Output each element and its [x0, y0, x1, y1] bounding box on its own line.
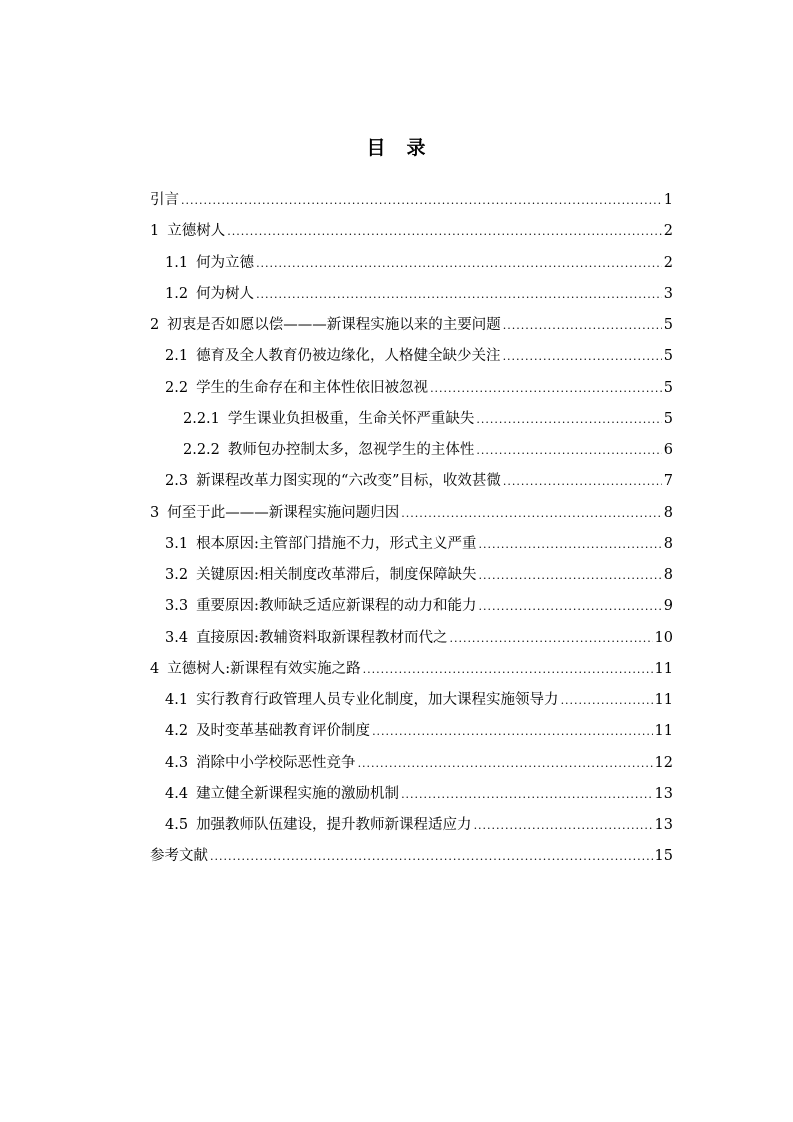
toc-entry-title	[165, 626, 447, 647]
dot-leader	[474, 819, 653, 832]
dot-leader	[358, 757, 653, 770]
toc-entry-title	[150, 188, 179, 209]
toc-entry-title	[165, 282, 254, 303]
dot-leader	[181, 194, 662, 207]
toc-entry-text: 学生课业负担极重，生命关怀严重缺失	[227, 410, 475, 427]
toc-entry-number: 1.1	[165, 254, 189, 271]
toc-entry-text: 建立健全新课程实施的激励机制	[196, 785, 400, 802]
toc-entry-number: 4.1	[165, 692, 189, 708]
toc-entry-text: 德育及全人教育仍被边缘化，人格健全缺少关注	[196, 348, 501, 365]
toc-entry[interactable]	[150, 469, 673, 500]
toc-entry-text: 及时变革基础教育评价制度	[196, 723, 371, 740]
toc-entry[interactable]	[150, 438, 673, 469]
toc-entry-number: 3.2	[165, 567, 189, 583]
toc-entry[interactable]	[150, 344, 673, 375]
toc-entry-page: 12	[654, 754, 673, 771]
toc-entry[interactable]	[150, 219, 673, 250]
toc-entry-page: 13	[654, 817, 673, 833]
toc-entry-title	[165, 532, 476, 553]
toc-entry-number: 4.3	[165, 754, 189, 771]
dot-leader	[503, 475, 662, 488]
toc-entry[interactable]	[150, 782, 673, 813]
dot-leader	[401, 507, 662, 520]
toc-entry-text: 何为树人	[196, 285, 255, 302]
dot-leader	[478, 569, 661, 582]
toc-entry-page: 15	[654, 848, 673, 865]
toc-entry-title	[165, 251, 254, 272]
toc-entry[interactable]	[150, 657, 673, 688]
toc-entry-text: 关键原因:相关制度改革滞后，制度保障缺失	[196, 567, 477, 583]
toc-entry-number: 2.2.1	[183, 410, 220, 427]
toc-entry-text: 参考文献	[150, 848, 208, 865]
toc-entry[interactable]	[150, 376, 673, 407]
toc-entry-title	[165, 719, 370, 740]
toc-entry-page: 10	[654, 629, 673, 646]
toc-entry-title	[150, 844, 208, 865]
toc-entry-page: 2	[663, 223, 673, 240]
dot-leader	[478, 538, 661, 551]
toc-entry-title	[165, 813, 472, 834]
toc-entry-number: 3.1	[165, 535, 189, 552]
dot-leader	[256, 288, 662, 301]
toc-entry-title	[165, 688, 559, 709]
toc-entry-page: 6	[663, 442, 673, 458]
toc-entry-number: 3.3	[165, 598, 189, 615]
toc-entry-text: 立德树人:新课程有效实施之路	[167, 660, 361, 677]
toc-entry-title	[165, 751, 356, 772]
toc-entry-page: 8	[663, 535, 673, 552]
toc-entry-text: 新课程改革力图实现的“六改变”目标，收效甚微	[196, 473, 501, 490]
toc-entry-page: 11	[654, 723, 673, 740]
dot-leader	[256, 257, 662, 270]
toc-entry[interactable]	[150, 407, 673, 438]
toc-entry-title	[150, 313, 501, 334]
toc-entry[interactable]	[150, 313, 673, 344]
toc-entry[interactable]	[150, 719, 673, 750]
toc-entry-text: 重要原因:教师缺乏适应新课程的动力和能力	[196, 598, 477, 615]
dot-leader	[503, 319, 662, 332]
toc-entry-text: 何为立德	[196, 254, 255, 271]
toc-entry[interactable]	[150, 251, 673, 282]
dot-leader	[561, 694, 653, 707]
toc-entry-title	[165, 344, 501, 365]
toc-entry[interactable]	[150, 688, 673, 719]
toc-entry-number: 4.5	[165, 817, 189, 833]
toc-entry-title	[165, 376, 428, 397]
toc-entry-text: 加强教师队伍建设，提升教师新课程适应力	[196, 817, 472, 833]
toc-entry-number: 2.1	[165, 348, 189, 365]
toc-entry-number: 2.3	[165, 473, 189, 490]
toc-entry-page: 8	[663, 567, 673, 583]
toc-entry-number: 3	[150, 504, 160, 521]
toc-entry-title	[165, 469, 501, 490]
dot-leader	[210, 850, 653, 863]
dot-leader	[449, 632, 652, 645]
toc-entry-page: 5	[663, 348, 673, 365]
dot-leader	[363, 663, 653, 676]
toc-entry[interactable]	[150, 813, 673, 844]
toc-entry-number: 4.2	[165, 723, 189, 740]
table-of-contents	[150, 188, 673, 876]
toc-entry-text: 何至于此———新课程实施问题归因	[167, 504, 400, 521]
toc-entry-number: 1.2	[165, 285, 189, 302]
toc-entry-page: 7	[663, 473, 673, 490]
toc-entry[interactable]	[150, 282, 673, 313]
dot-leader	[227, 225, 662, 238]
toc-entry-number: 2	[150, 317, 160, 333]
toc-entry[interactable]	[150, 751, 673, 782]
toc-entry-title	[165, 782, 399, 803]
toc-entry-page: 9	[663, 598, 673, 615]
toc-entry-title	[150, 657, 361, 678]
dot-leader	[503, 350, 662, 363]
toc-entry-title	[165, 563, 476, 584]
toc-entry-number: 1	[150, 223, 160, 240]
toc-entry-page: 3	[663, 285, 673, 302]
toc-entry-title	[183, 407, 474, 428]
toc-entry[interactable]	[150, 563, 673, 594]
page-title: 目 录	[366, 137, 427, 159]
toc-entry[interactable]	[150, 844, 673, 875]
dot-leader	[401, 788, 652, 801]
dot-leader	[476, 413, 661, 426]
toc-entry-page: 13	[654, 785, 673, 802]
toc-entry[interactable]	[150, 188, 673, 219]
toc-entry[interactable]	[150, 626, 673, 657]
toc-entry-page: 11	[654, 692, 673, 708]
toc-entry-number: 2.2.2	[183, 442, 220, 458]
toc-entry-title	[165, 594, 476, 615]
toc-entry-page: 11	[654, 660, 673, 677]
dot-leader	[476, 444, 661, 457]
toc-entry[interactable]	[150, 501, 673, 532]
toc-entry-number: 4.4	[165, 785, 189, 802]
toc-entry-page: 8	[663, 504, 673, 521]
toc-entry-page: 5	[663, 317, 673, 333]
toc-entry-page: 2	[663, 254, 673, 271]
toc-entry-page: 5	[663, 410, 673, 427]
toc-entry-text: 立德树人	[167, 223, 226, 240]
toc-entry-text: 实行教育行政管理人员专业化制度，加大课程实施领导力	[196, 692, 559, 708]
toc-entry-text: 学生的生命存在和主体性依旧被忽视	[196, 379, 429, 396]
toc-entry-page: 5	[663, 379, 673, 396]
toc-entry-text: 教师包办控制太多，忽视学生的主体性	[227, 442, 475, 458]
toc-entry-text: 初衷是否如愿以偿———新课程实施以来的主要问题	[167, 317, 501, 333]
toc-entry-number: 4	[150, 660, 160, 677]
toc-entry-text: 直接原因:教辅资料取新课程教材而代之	[196, 629, 448, 646]
toc-entry-text: 根本原因:主管部门措施不力，形式主义严重	[196, 535, 477, 552]
toc-entry[interactable]	[150, 532, 673, 563]
toc-entry-number: 2.2	[165, 379, 189, 396]
dot-leader	[430, 382, 662, 395]
toc-entry-text: 引言	[150, 192, 179, 208]
toc-entry-title	[150, 219, 225, 240]
toc-entry-text: 消除中小学校际恶性竞争	[196, 754, 356, 771]
toc-entry-title	[150, 501, 399, 522]
dot-leader	[372, 725, 652, 738]
toc-entry[interactable]	[150, 594, 673, 625]
toc-entry-title	[183, 438, 474, 459]
toc-entry-number: 3.4	[165, 629, 189, 646]
toc-entry-page: 1	[663, 192, 673, 208]
dot-leader	[478, 600, 661, 613]
